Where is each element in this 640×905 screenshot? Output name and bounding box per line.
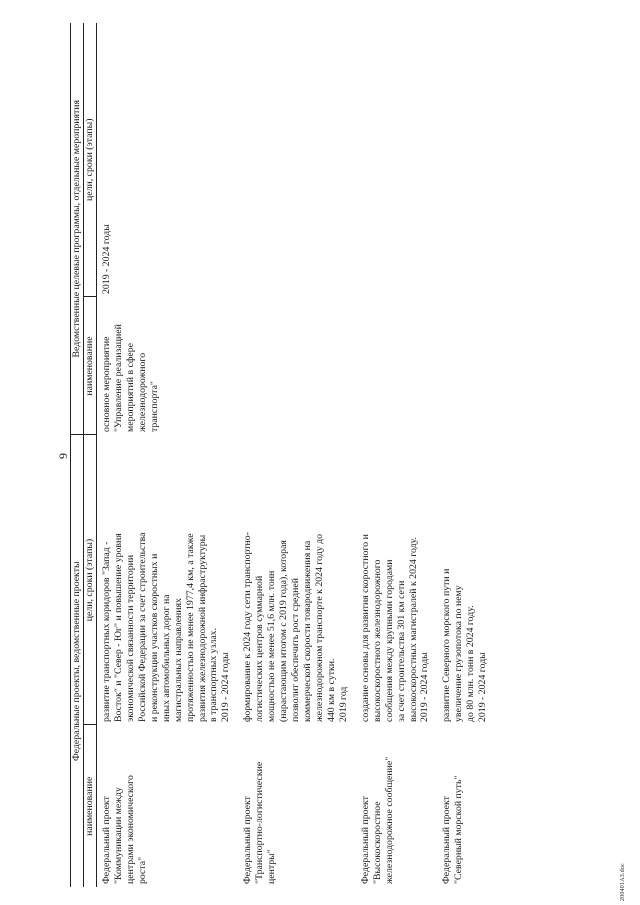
page-number: 9 bbox=[56, 453, 70, 459]
projects-table bbox=[70, 23, 495, 887]
column-header-row bbox=[84, 23, 97, 887]
column-header-program-name: наименование bbox=[84, 297, 97, 435]
project-goals-cell: развитие транспортных коридоров "Запад - Восток" и "Север - Юг" и повышение уровня экономической связанности территории Российской Федерации за счет строительства и реконструкции участков скоростных и иных автомобильных дорог на магистральных направлениях протяженностью не менее 1977,4 км, а также развития железнодорожной инфраструктуры в транспортных узлах. 2019 - 2024 годы bbox=[101, 532, 232, 722]
program-name-cell: основное мероприятие "Управление реализацией мероприятий в сфере железнодорожного транспорта" bbox=[101, 324, 160, 432]
project-goals-cell: формирование к 2024 году сети транспортно- логистических центров суммарной мощностью не менее 51,6 млн. тонн (нарастающим итогом с 2019 года), которая позволит обеспечить рост средней коммерческой скорости товародвижения на железнодорожном транспорте к 2024 году до 440 км в сутки. 2019 год bbox=[242, 532, 349, 722]
project-name-cell: Федеральный проект "Северный морской путь" bbox=[441, 775, 465, 884]
table-row bbox=[97, 23, 239, 887]
table-row bbox=[238, 23, 355, 887]
group-header-row bbox=[71, 23, 84, 887]
group-header-departmental-programs: Ведомственные целевые программы, отдельные мероприятия bbox=[71, 23, 84, 435]
group-header-federal-projects: Федеральные проекты, ведомственные проекты bbox=[71, 435, 84, 887]
project-name-cell: Федеральный проект "Высокоскоростное железнодорожное сообщение" bbox=[359, 756, 395, 884]
program-goals-cell: 2019 - 2024 годы bbox=[101, 224, 112, 294]
project-name-cell: Федеральный проект "Транспортно-логистические центры" bbox=[242, 761, 278, 884]
table-row bbox=[356, 23, 438, 887]
column-header-project-goals: цели, сроки (этапы) bbox=[84, 435, 97, 725]
project-goals-cell: развитие Северного морского пути и увеличение грузопотока по нему до 80 млн. тонн в 2024 году. 2019 - 2024 годы bbox=[441, 568, 489, 722]
document-code: 200401A3.doc bbox=[620, 863, 626, 901]
project-goals-cell: создание основы для развития скоростного и высокоскоростного железнодорожного сообщения между крупными городами за счет строительства 301 км сети высокоскоростных магистралей к 2024 году. 2019 - 2024 годы bbox=[359, 534, 431, 722]
column-header-project-name: наименование bbox=[84, 725, 97, 887]
table-row bbox=[437, 23, 495, 887]
column-header-program-goals: цели, сроки (этапы) bbox=[84, 23, 97, 297]
project-name-cell: Федеральный проект "Коммуникации между центрами экономического роста" bbox=[101, 775, 148, 884]
